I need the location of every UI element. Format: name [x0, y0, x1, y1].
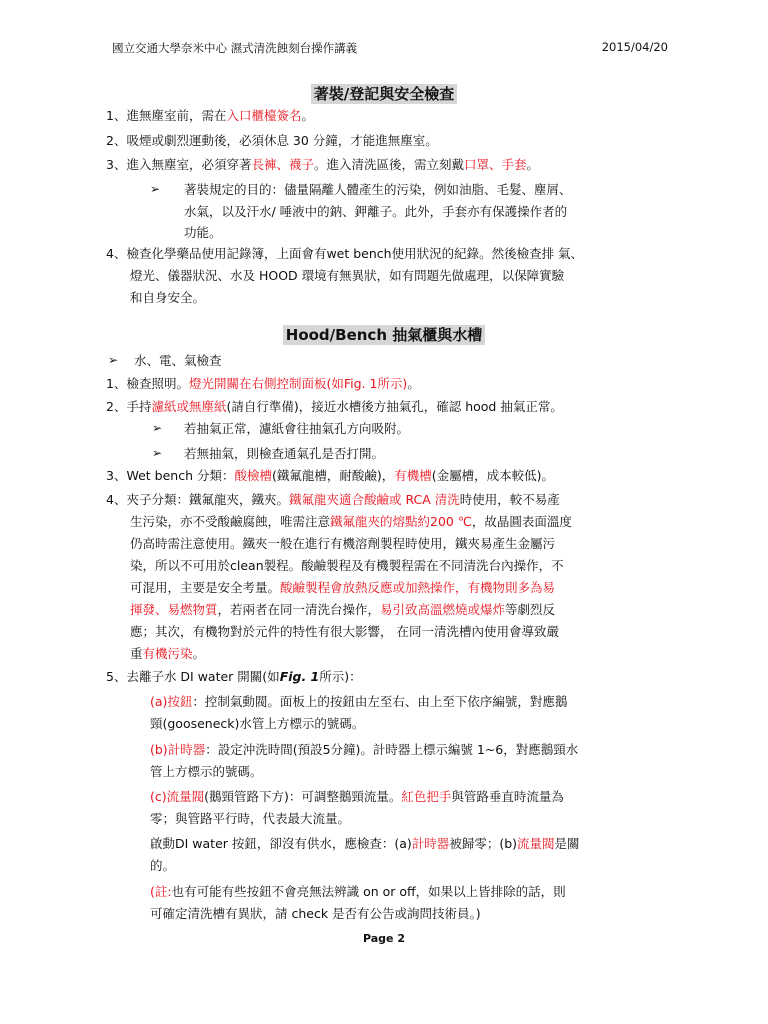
highlight-text: 入口櫃檯簽名 [226, 108, 302, 123]
highlight-text: 紅色把手 [401, 789, 452, 804]
text-segment: (鵝頸管路下方)：可調整鵝頸流量。 [204, 789, 402, 804]
item-number: 1、 [106, 108, 127, 123]
item-number: 1、 [106, 376, 127, 391]
text-segment: 等劇烈反 [505, 602, 556, 617]
text-segment: ，若兩者在同一清洗台操作， [217, 602, 381, 617]
s2-item2 [106, 397, 563, 417]
page-number: Page 2 [362, 932, 405, 945]
text-segment: 。 [301, 108, 314, 123]
item-number: 2、 [106, 133, 127, 148]
highlight-text: 流量閥 [517, 836, 555, 851]
highlight-text: 有機槽 [394, 468, 432, 483]
s1-item4-line1 [106, 244, 583, 264]
s2-item5-d-line1 [150, 834, 580, 854]
highlight-text: 計時器 [411, 836, 450, 851]
s2-item5-a-line1 [150, 692, 567, 712]
text-segment: (鐵氟龍槽，耐酸鹼)， [271, 468, 395, 483]
text-segment: ：設定沖洗時間(預設5分鐘)。計時器上標示編號 1~6，對應鵝頸水 [205, 742, 579, 757]
text-segment: 是關 [554, 836, 580, 851]
s2-item5-c-line2: 零；與管路平行時，代表最大流量。 [150, 811, 351, 826]
text-segment: 。 [526, 157, 540, 172]
text-segment: 。 [407, 376, 420, 391]
item-number: 3、 [106, 157, 127, 172]
section2-heading [0, 324, 768, 345]
arrowhead-bullet-icon: ➢ [152, 421, 163, 435]
s1-item4-line3: 和自身安全。 [130, 290, 206, 305]
highlight-text: 鐵氟龍夾的熔點約200 ℃ [330, 514, 472, 529]
arrowhead-bullet-icon: ➢ [108, 353, 119, 367]
s2-sub1: 若抽氣正常，濾紙會往抽氣孔方向吸附。 [184, 421, 410, 436]
text-segment: ：控制氣動閥。面板上的按鈕由左至右、由上至下依序編號，對應鵝 [192, 694, 568, 709]
text-segment: 進入無塵室，必須穿著 [126, 157, 252, 172]
arrowhead-bullet-icon: ➢ [152, 446, 163, 460]
text-segment: 。 [192, 646, 206, 661]
item-number: 3、 [106, 468, 127, 483]
text-segment: 被歸零；(b) [449, 836, 518, 851]
text-segment: 時使用，較不易產 [459, 492, 560, 507]
text-segment: 檢查照明。 [126, 376, 189, 391]
highlight-text: (b)計時器 [150, 742, 206, 757]
text-segment: 檢查化學藥品使用記錄簿，上面會有wet bench使用狀況的紀錄。然後檢查排 氣、 [126, 246, 584, 261]
text-segment: 可混用，主要是安全考量。 [130, 580, 281, 595]
s1-item2 [106, 131, 438, 151]
item-number: 4、 [106, 492, 127, 507]
s2-item4-line5 [130, 578, 555, 598]
s1-note-line2: 水氣，以及汗水/ 唾液中的鈉、鉀離子。此外，手套亦有保護操作者的 [184, 204, 568, 219]
highlight-text: 燈光開關在右側控制面板(如Fig. 1所示) [188, 376, 408, 391]
section1-heading-text: 著裝/登記與安全檢查 [311, 84, 457, 104]
section1-heading [0, 83, 768, 104]
highlight-text: 易引致高溫燃燒或爆炸 [380, 602, 506, 617]
highlight-text: 有機污染 [142, 646, 193, 661]
section2-heading-text: Hood/Bench 抽氣櫃與水槽 [283, 325, 485, 345]
highlight-text: 揮發、易燃物質 [130, 602, 218, 617]
text-segment: 去離子水 DI water 開關(如 [126, 669, 280, 684]
s2-item4-line4: 染，所以不可用於clean製程。酸鹼製程及有機製程需在不同清洗台內操作，不 [130, 558, 564, 573]
text-segment: 吸煙或劇烈運動後，必須休息 30 分鐘，才能進無塵室。 [126, 133, 438, 148]
s1-item3 [106, 155, 539, 175]
text-segment: 生污染，亦不受酸鹼腐蝕，唯需注意 [130, 514, 331, 529]
item-number: 4、 [106, 246, 127, 261]
highlight-text: 酸檢槽 [234, 468, 272, 483]
text-segment: 與管路垂直時流量為 [451, 789, 564, 804]
text-segment: (請自行準備)，接近水槽後方抽氣孔，確認 hood 抽氣正常。 [226, 399, 563, 414]
item-number: 2、 [106, 399, 127, 414]
header-title: 國立交通大學奈米中心 濕式清洗蝕刻台操作講義 [112, 41, 358, 55]
s2-item5-e-line1 [150, 882, 566, 902]
text-segment: 也有可能有些按鈕不會亮無法辨識 on or off，如果以上皆排除的話，則 [171, 884, 566, 899]
s1-item4-line2: 燈光、儀器狀況、水及 HOOD 環境有無異狀，如有問題先做處理，以保障實驗 [130, 268, 565, 283]
s2-item4-line8 [130, 644, 205, 664]
s2-bullet: 水、電、氣檢查 [134, 353, 222, 368]
s2-item5 [106, 667, 362, 687]
s2-item5-a-line2: 頸(gooseneck)水管上方標示的號碼。 [150, 716, 365, 731]
s2-item5-b-line2: 管上方標示的號碼。 [150, 764, 263, 779]
s1-note-line1: 著裝規定的目的：儘量隔離人體產生的污染，例如油脂、毛髮、塵屑、 [184, 182, 572, 197]
text-segment: 夾子分類：鐵氟龍夾，鐵夾。 [126, 492, 289, 507]
s1-item1 [106, 106, 314, 126]
s2-item3 [106, 466, 554, 486]
s2-item1 [106, 374, 420, 394]
highlight-text: 濾紙或無塵紙 [151, 399, 227, 414]
s2-item5-c-line1 [150, 787, 564, 807]
header-date: 2015/04/20 [601, 40, 668, 54]
s2-item4-line2 [130, 512, 572, 532]
text-segment: 手持 [126, 399, 152, 414]
highlight-text: (c)流量閥 [150, 789, 205, 804]
s2-item4-line7: 應；其次，有機物對於元件的特性有很大影響， 在同一清洗槽內使用會導致嚴 [130, 624, 559, 639]
s2-sub2: 若無抽氣，則檢查通氣孔是否打開。 [184, 446, 385, 461]
highlight-text: (a)按鈕 [150, 694, 193, 709]
highlight-text: 口罩、手套 [464, 157, 527, 172]
text-segment: Wet bench 分類： [126, 468, 235, 483]
s2-item5-e-line2: 可確定清洗槽有異狀，請 check 是否有公告或詢問技術員。) [150, 906, 481, 921]
text-segment: ，故晶圓表面溫度 [471, 514, 572, 529]
s2-item5-b-line1 [150, 740, 578, 760]
s1-note-line3: 功能。 [184, 225, 222, 240]
s2-item4-line1 [106, 490, 560, 510]
s2-item5-d-line2: 的。 [150, 858, 176, 873]
text-segment: 重 [130, 646, 143, 661]
s2-item4-line6 [130, 600, 555, 620]
highlight-text: 酸鹼製程會放熱反應或加熱操作，有機物則多為易 [280, 580, 556, 595]
text-segment: 啟動DI water 按鈕，卻沒有供水，應檢查：(a) [150, 836, 412, 851]
text-segment: (金屬槽，成本較低)。 [431, 468, 555, 483]
highlight-text: 鐵氟龍夾適合酸鹼或 RCA 清洗 [288, 492, 460, 507]
highlight-text: 長褲、襪子 [251, 157, 314, 172]
s2-item4-line3: 仍高時需注意使用。鐵夾一般在進行有機溶劑製程時使用，鐵夾易產生金屬污 [130, 536, 556, 551]
arrowhead-bullet-icon: ➢ [150, 182, 161, 196]
item-number: 5、 [106, 669, 127, 684]
figure-reference: Fig. 1 [279, 669, 320, 684]
text-segment: 。進入清洗區後，需立刻戴 [313, 157, 464, 172]
highlight-text: (註: [150, 884, 172, 899]
text-segment: 所示)： [319, 669, 362, 684]
text-segment: 進無塵室前，需在 [126, 108, 227, 123]
